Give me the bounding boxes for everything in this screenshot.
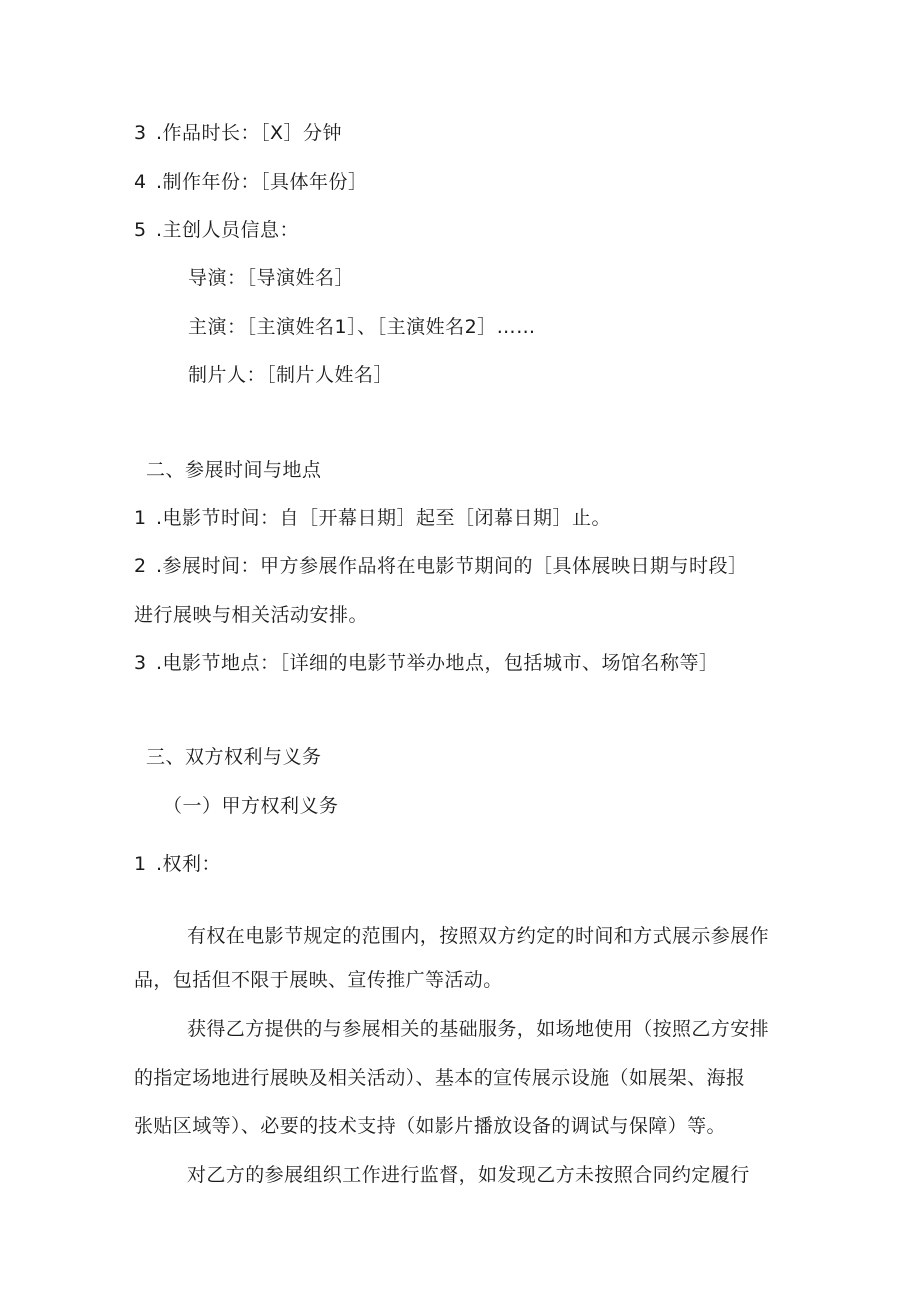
paragraph-line: 获得乙方提供的与参展相关的基础服务，如场地使用（按照乙方安排 xyxy=(187,1018,770,1040)
item-number: 1 xyxy=(134,853,147,875)
item-text: .电影节时间：自［开幕日期］起至［闭幕日期］止。 xyxy=(156,507,612,529)
item-festival-time xyxy=(134,506,611,530)
item-number: 2 xyxy=(134,555,147,577)
item-text: .电影节地点：［详细的电影节举办地点，包括城市、场馆名称等］ xyxy=(156,652,719,674)
item-number: 4 xyxy=(134,171,147,193)
paragraph-line: 品，包括但不限于展映、宣传推广等活动。 xyxy=(134,969,503,991)
item-exhibit-time xyxy=(134,554,748,578)
item-number: 5 xyxy=(134,219,147,241)
item-text: .权利： xyxy=(156,853,222,875)
subsection-heading: （一）甲方权利义务 xyxy=(163,795,339,817)
item-duration xyxy=(134,121,342,145)
creator-actors: 主演：［主演姓名1］、［主演姓名2］…… xyxy=(188,316,536,338)
item-text: .制作年份：［具体年份］ xyxy=(156,171,368,193)
item-text: .参展时间：甲方参展作品将在电影节期间的［具体展映日期与时段］ xyxy=(156,555,748,577)
creator-producer: 制片人：［制片人姓名］ xyxy=(188,364,394,386)
item-number: 3 xyxy=(134,122,147,144)
paragraph-line: 对乙方的参展组织工作进行监督，如发现乙方未按照合同约定履行 xyxy=(187,1164,750,1186)
item-text: .作品时长：［X］分钟 xyxy=(156,122,343,144)
paragraph-line: 的指定场地进行展映及相关活动）、基本的宣传展示设施（如展架、海报 xyxy=(134,1067,746,1089)
paragraph-line: 有权在电影节规定的范围内，按照双方约定的时间和方式展示参展作 xyxy=(187,925,770,947)
item-year xyxy=(134,170,368,194)
creator-director: 导演：［导演姓名］ xyxy=(188,267,355,289)
item-text: .主创人员信息： xyxy=(156,219,300,241)
section-heading: 二、参展时间与地点 xyxy=(146,459,322,481)
paragraph-line: 张贴区域等）、必要的技术支持（如影片播放设备的调试与保障）等。 xyxy=(134,1115,726,1137)
item-number: 3 xyxy=(134,652,147,674)
item-creators xyxy=(134,218,299,242)
section-heading: 三、双方权利与义务 xyxy=(146,746,322,768)
item-exhibit-time-continued: 进行展映与相关活动安排。 xyxy=(134,604,369,626)
item-festival-location xyxy=(134,651,719,675)
item-number: 1 xyxy=(134,507,147,529)
item-rights xyxy=(134,852,221,876)
